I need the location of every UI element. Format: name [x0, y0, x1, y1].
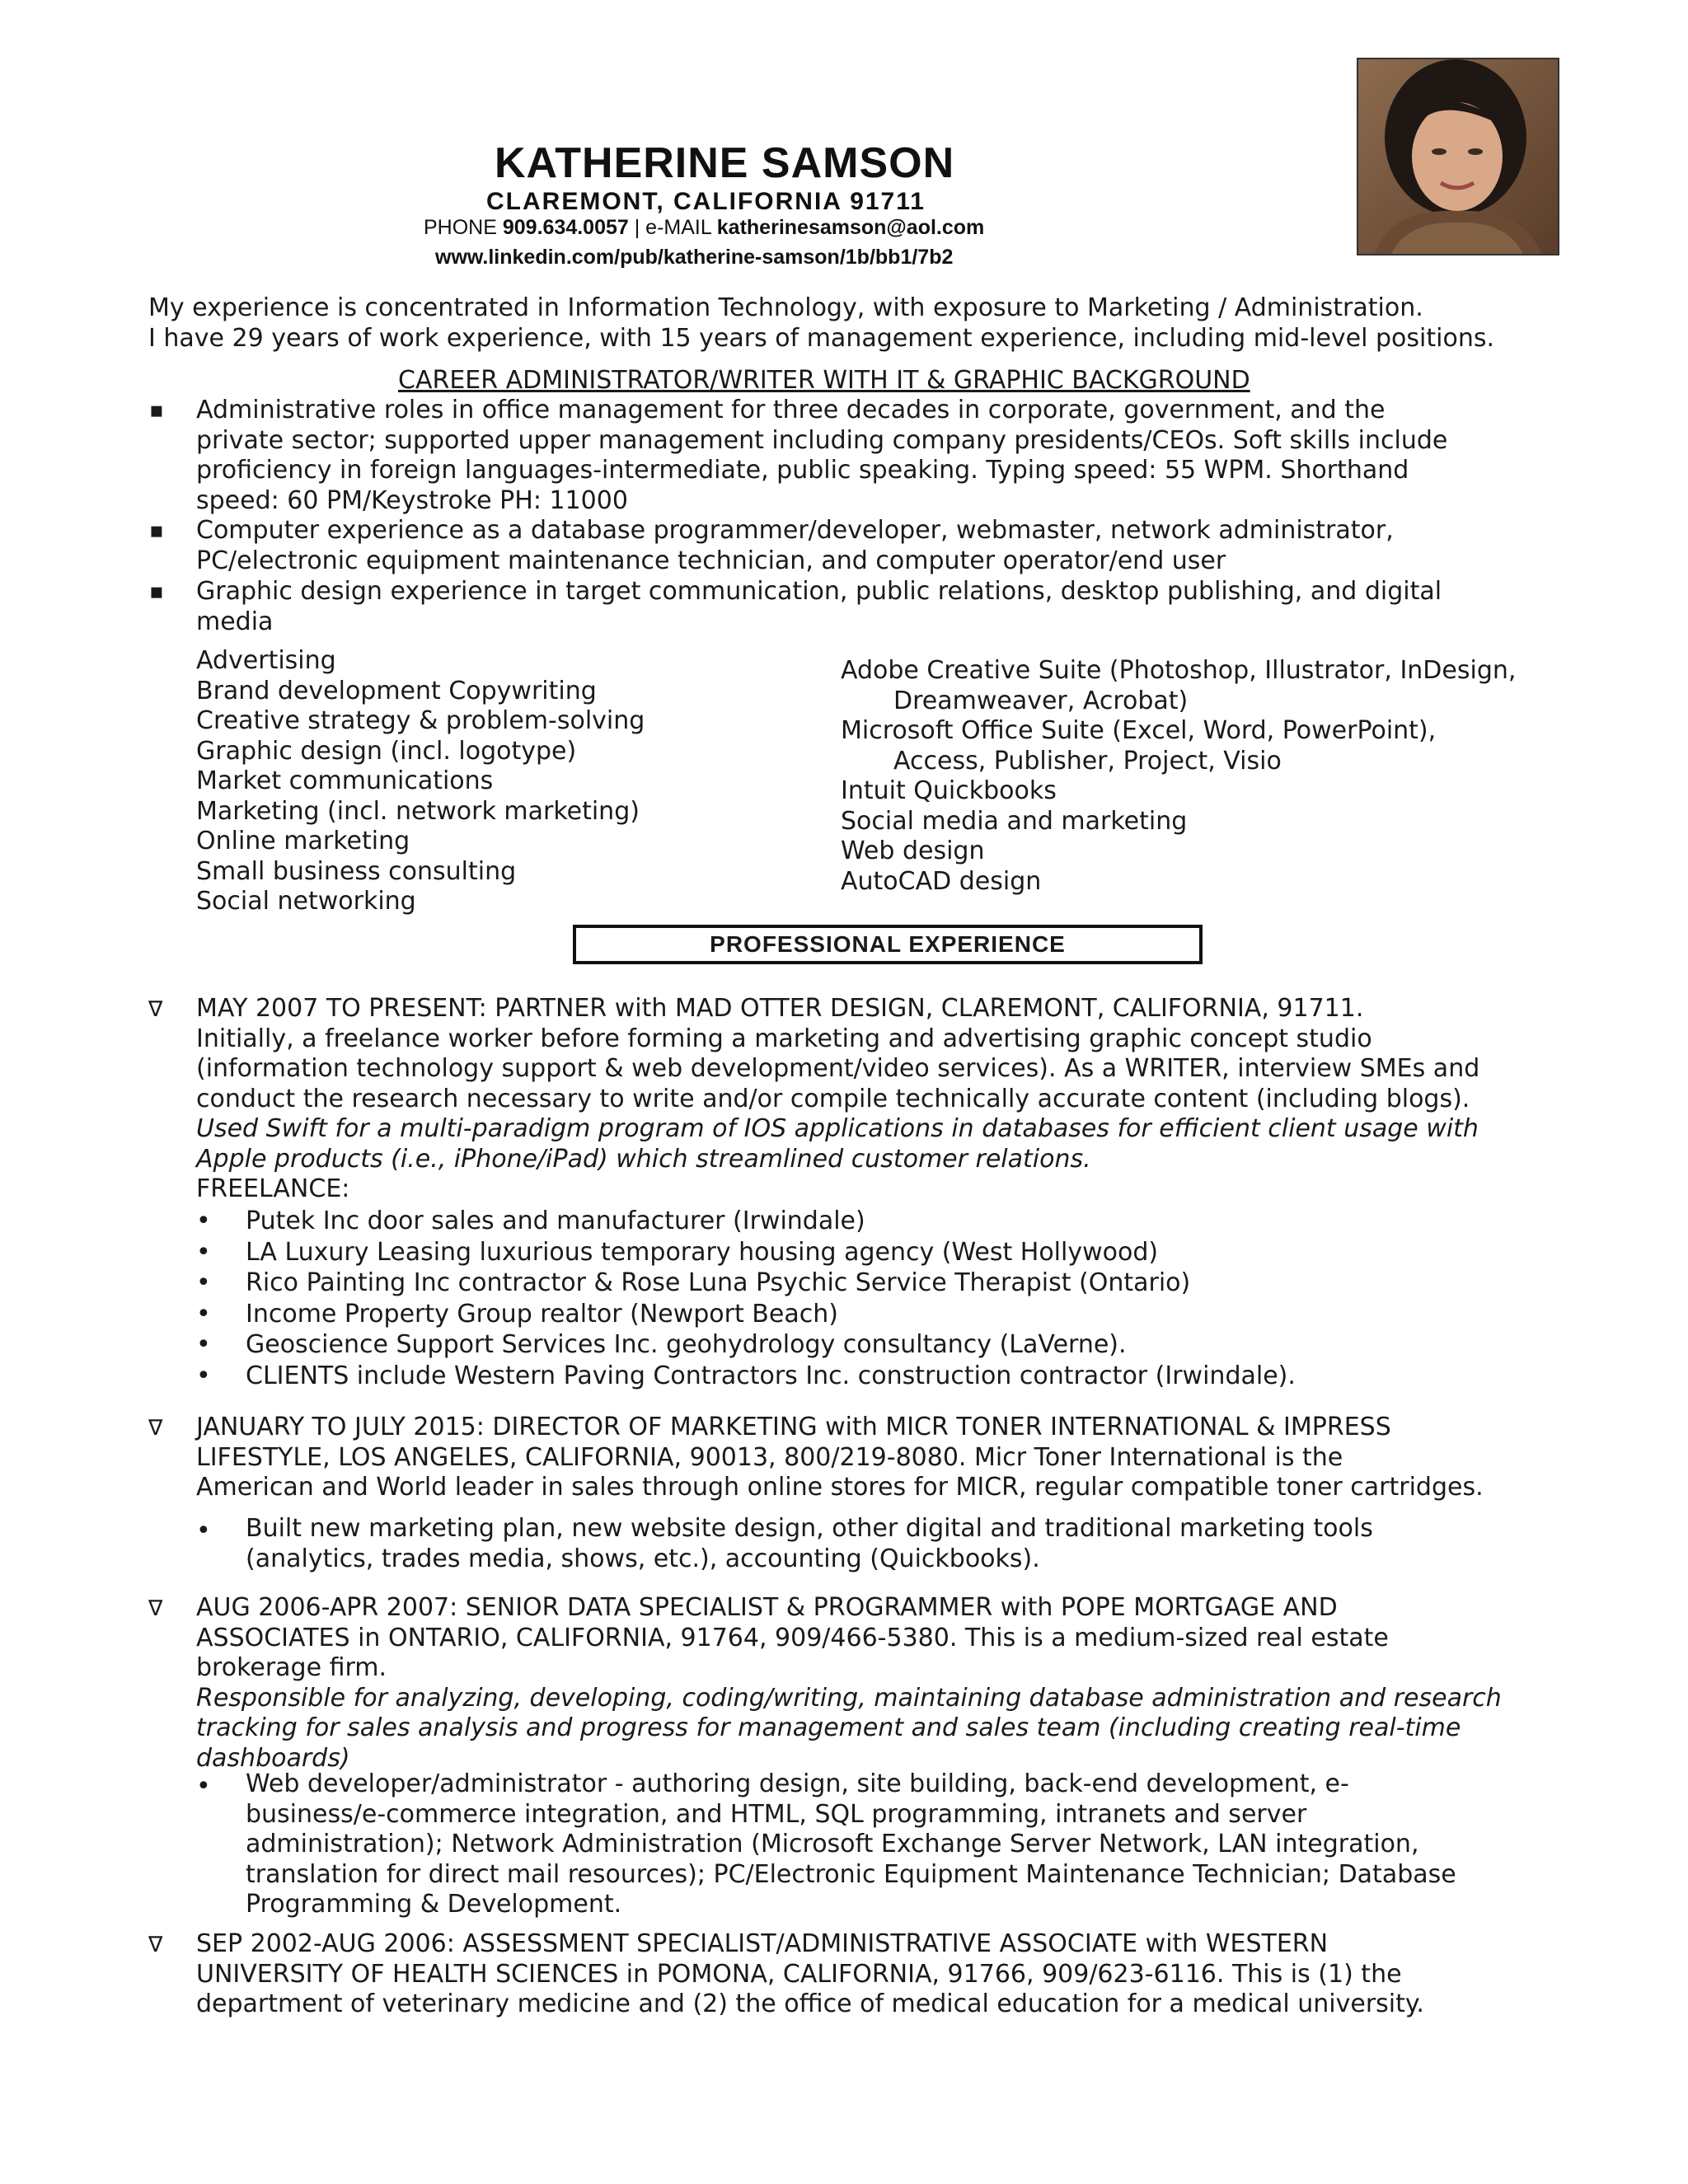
triangle-marker-icon: ∇ — [148, 1933, 163, 1957]
job-italic-line: Apple products (i.e., iPhone/iPad) which streamlined customer relations. — [196, 1144, 1091, 1174]
job-bullet — [246, 1514, 1373, 1574]
text-line: Built new marketing plan, new website design, other digital and traditional marketing tools — [246, 1514, 1373, 1543]
square-bullet-icon: ▪ — [149, 579, 164, 604]
job-description-line: (information technology support & web development/video services). As a WRITER, interview SMEs and — [196, 1054, 1480, 1083]
software-item: Social media and marketing — [841, 806, 1188, 836]
text-line: (analytics, trades media, shows, etc.), accounting (Quickbooks). — [246, 1544, 1040, 1573]
skills-right-column — [841, 656, 1516, 897]
job-entry — [196, 1929, 1424, 2020]
job-italic-line: Responsible for analyzing, developing, coding/writing, maintaining database administration and research — [196, 1683, 1502, 1713]
bullet-dot-icon: • — [196, 1268, 211, 1297]
text-line: private sector; supported upper management including company presidents/CEOs. Soft skills include — [196, 425, 1448, 455]
list-item: Rico Painting Inc contractor & Rose Luna Psychic Service Therapist (Ontario) — [246, 1268, 1191, 1297]
software-item: AutoCAD design — [841, 866, 1042, 896]
text-line: proficiency in foreign languages-intermediate, public speaking. Typing speed: 55 WPM. Shorthand — [196, 456, 1409, 485]
job-entry — [196, 994, 1479, 1205]
text-line: Web developer/administrator - authoring design, site building, back-end development, e- — [246, 1769, 1349, 1798]
software-item-continued: Access, Publisher, Project, Visio — [893, 746, 1282, 776]
bullet-dot-icon: • — [196, 1361, 211, 1390]
job-description-line: brokerage firm. — [196, 1653, 387, 1682]
triangle-marker-icon: ∇ — [148, 997, 163, 1022]
contact-line — [424, 216, 984, 240]
skill-item: Creative strategy & problem-solving — [196, 706, 645, 735]
skill-item: Marketing (incl. network marketing) — [196, 796, 640, 826]
freelance-list — [196, 1206, 1296, 1391]
software-item-continued: Dreamweaver, Acrobat) — [893, 686, 1189, 715]
software-item: Intuit Quickbooks — [841, 776, 1057, 805]
intro-line: My experience is concentrated in Information Technology, with exposure to Marketing / Administration. — [148, 293, 1423, 322]
skill-item: Graphic design (incl. logotype) — [196, 736, 577, 766]
phone-label: PHONE — [424, 216, 503, 239]
job-entry — [196, 1593, 1502, 1774]
list-item: Putek Inc door sales and manufacturer (Irwindale) — [246, 1207, 865, 1235]
bullet-dot-icon: • — [196, 1330, 211, 1359]
list-item: Income Property Group realtor (Newport Beach) — [246, 1299, 838, 1329]
summary-bullet — [196, 577, 1442, 637]
skill-item: Small business consulting — [196, 856, 517, 886]
job-title-line: SEP 2002-AUG 2006: ASSESSMENT SPECIALIST/ADMINISTRATIVE ASSOCIATE with WESTERN — [196, 1929, 1329, 1958]
freelance-label: FREELANCE: — [196, 1174, 350, 1203]
job-description-line: American and World leader in sales through online stores for MICR, regular compatible toner cartridges. — [196, 1473, 1484, 1502]
skill-item: Advertising — [196, 646, 336, 675]
bullet-dot-icon: • — [196, 1299, 211, 1329]
square-bullet-icon: ▪ — [149, 518, 164, 543]
software-item: Adobe Creative Suite (Photoshop, Illustrator, InDesign, — [841, 656, 1517, 685]
text-line: translation for direct mail resources); PC/Electronic Equipment Maintenance Technician; Database — [246, 1859, 1456, 1889]
list-item: LA Luxury Leasing luxurious temporary housing agency (West Hollywood) — [246, 1237, 1159, 1267]
skill-item: Market communications — [196, 766, 494, 795]
resume-name: KATHERINE SAMSON — [495, 139, 955, 187]
triangle-marker-icon: ∇ — [148, 1416, 163, 1441]
list-item: CLIENTS include Western Paving Contractors Inc. construction contractor (Irwindale). — [246, 1361, 1296, 1390]
text-line: Programming & Development. — [246, 1890, 622, 1919]
job-title-line: MAY 2007 TO PRESENT: PARTNER with MAD OTTER DESIGN, CLAREMONT, CALIFORNIA, 91711. — [196, 994, 1364, 1023]
bullet-dot-icon: • — [196, 1772, 211, 1801]
job-entry — [196, 1413, 1484, 1503]
job-title-line: JANUARY TO JULY 2015: DIRECTOR OF MARKETING with MICR TONER INTERNATIONAL & IMPRESS — [196, 1413, 1391, 1441]
software-item: Microsoft Office Suite (Excel, Word, PowerPoint), — [841, 716, 1437, 745]
profile-photo — [1357, 58, 1559, 255]
text-line: business/e-commerce integration, and HTML, SQL programming, intranets and server — [246, 1799, 1307, 1829]
text-line: Graphic design experience in target communication, public relations, desktop publishing, and digital — [196, 577, 1442, 606]
job-description-line: LIFESTYLE, LOS ANGELES, CALIFORNIA, 90013, 800/219-8080. Micr Toner International is the — [196, 1442, 1343, 1472]
experience-section-title: PROFESSIONAL EXPERIENCE — [573, 925, 1203, 964]
text-line: speed: 60 PM/Keystroke PH: 11000 — [196, 485, 628, 515]
job-description-line: department of veterinary medicine and (2) the office of medical education for a medical university. — [196, 1990, 1424, 2018]
job-italic-line: tracking for sales analysis and progress for management and sales team (including creating real-time — [196, 1713, 1461, 1742]
triangle-marker-icon: ∇ — [148, 1596, 163, 1621]
intro-paragraph — [148, 293, 1494, 354]
job-description-line: conduct the research necessary to write and/or compile technically accurate content (including blogs). — [196, 1084, 1470, 1113]
job-description-line: Initially, a freelance worker before forming a marketing and advertising graphic concept studio — [196, 1024, 1372, 1053]
job-title-line: AUG 2006-APR 2007: SENIOR DATA SPECIALIST & PROGRAMMER with POPE MORTGAGE AND — [196, 1593, 1338, 1622]
job-italic-line: Used Swift for a multi-paradigm program of IOS applications in databases for efficient client usage with — [196, 1114, 1479, 1143]
job-description-line: UNIVERSITY OF HEALTH SCIENCES in POMONA, CALIFORNIA, 91766, 909/623-6116. This is (1) the — [196, 1959, 1402, 1989]
summary-bullet — [196, 396, 1447, 516]
text-line: Administrative roles in office management for three decades in corporate, government, and the — [196, 396, 1386, 424]
job-bullet — [246, 1769, 1456, 1920]
text-line: media — [196, 607, 274, 636]
phone-number: 909.634.0057 — [502, 216, 629, 239]
text-line: Computer experience as a database programmer/developer, webmaster, network administrator, — [196, 516, 1394, 545]
bullet-dot-icon: • — [196, 1516, 211, 1545]
job-italic-line: dashboards) — [196, 1743, 350, 1773]
resume-location: CLAREMONT, CALIFORNIA 91711 — [486, 188, 926, 215]
email-label: | e-MAIL — [628, 216, 717, 239]
skill-item: Brand development Copywriting — [196, 676, 597, 705]
square-bullet-icon: ▪ — [149, 398, 164, 423]
list-item: Geoscience Support Services Inc. geohydrology consultancy (LaVerne). — [246, 1330, 1127, 1359]
summary-bullet — [196, 516, 1394, 576]
job-description-line: ASSOCIATES in ONTARIO, CALIFORNIA, 91764, 909/466-5380. This is a medium-sized real estate — [196, 1623, 1389, 1652]
skills-left-column — [196, 646, 645, 917]
text-line: administration); Network Administration (Microsoft Exchange Server Network, LAN integration, — [246, 1830, 1419, 1858]
summary-heading: CAREER ADMINISTRATOR/WRITER WITH IT & GRAPHIC BACKGROUND — [398, 366, 1250, 395]
intro-line: I have 29 years of work experience, with 15 years of management experience, including mid-level positions. — [148, 323, 1495, 353]
bullet-dot-icon: • — [196, 1207, 211, 1235]
bullet-dot-icon: • — [196, 1237, 211, 1267]
text-line: PC/electronic equipment maintenance technician, and computer operator/end user — [196, 546, 1226, 575]
linkedin-url[interactable]: www.linkedin.com/pub/katherine-samson/1b/bb1/7b2 — [435, 246, 954, 269]
email-address[interactable]: katherinesamson@aol.com — [716, 216, 985, 239]
skill-item: Online marketing — [196, 827, 410, 855]
software-item: Web design — [841, 837, 985, 865]
skill-item: Social networking — [196, 887, 416, 916]
